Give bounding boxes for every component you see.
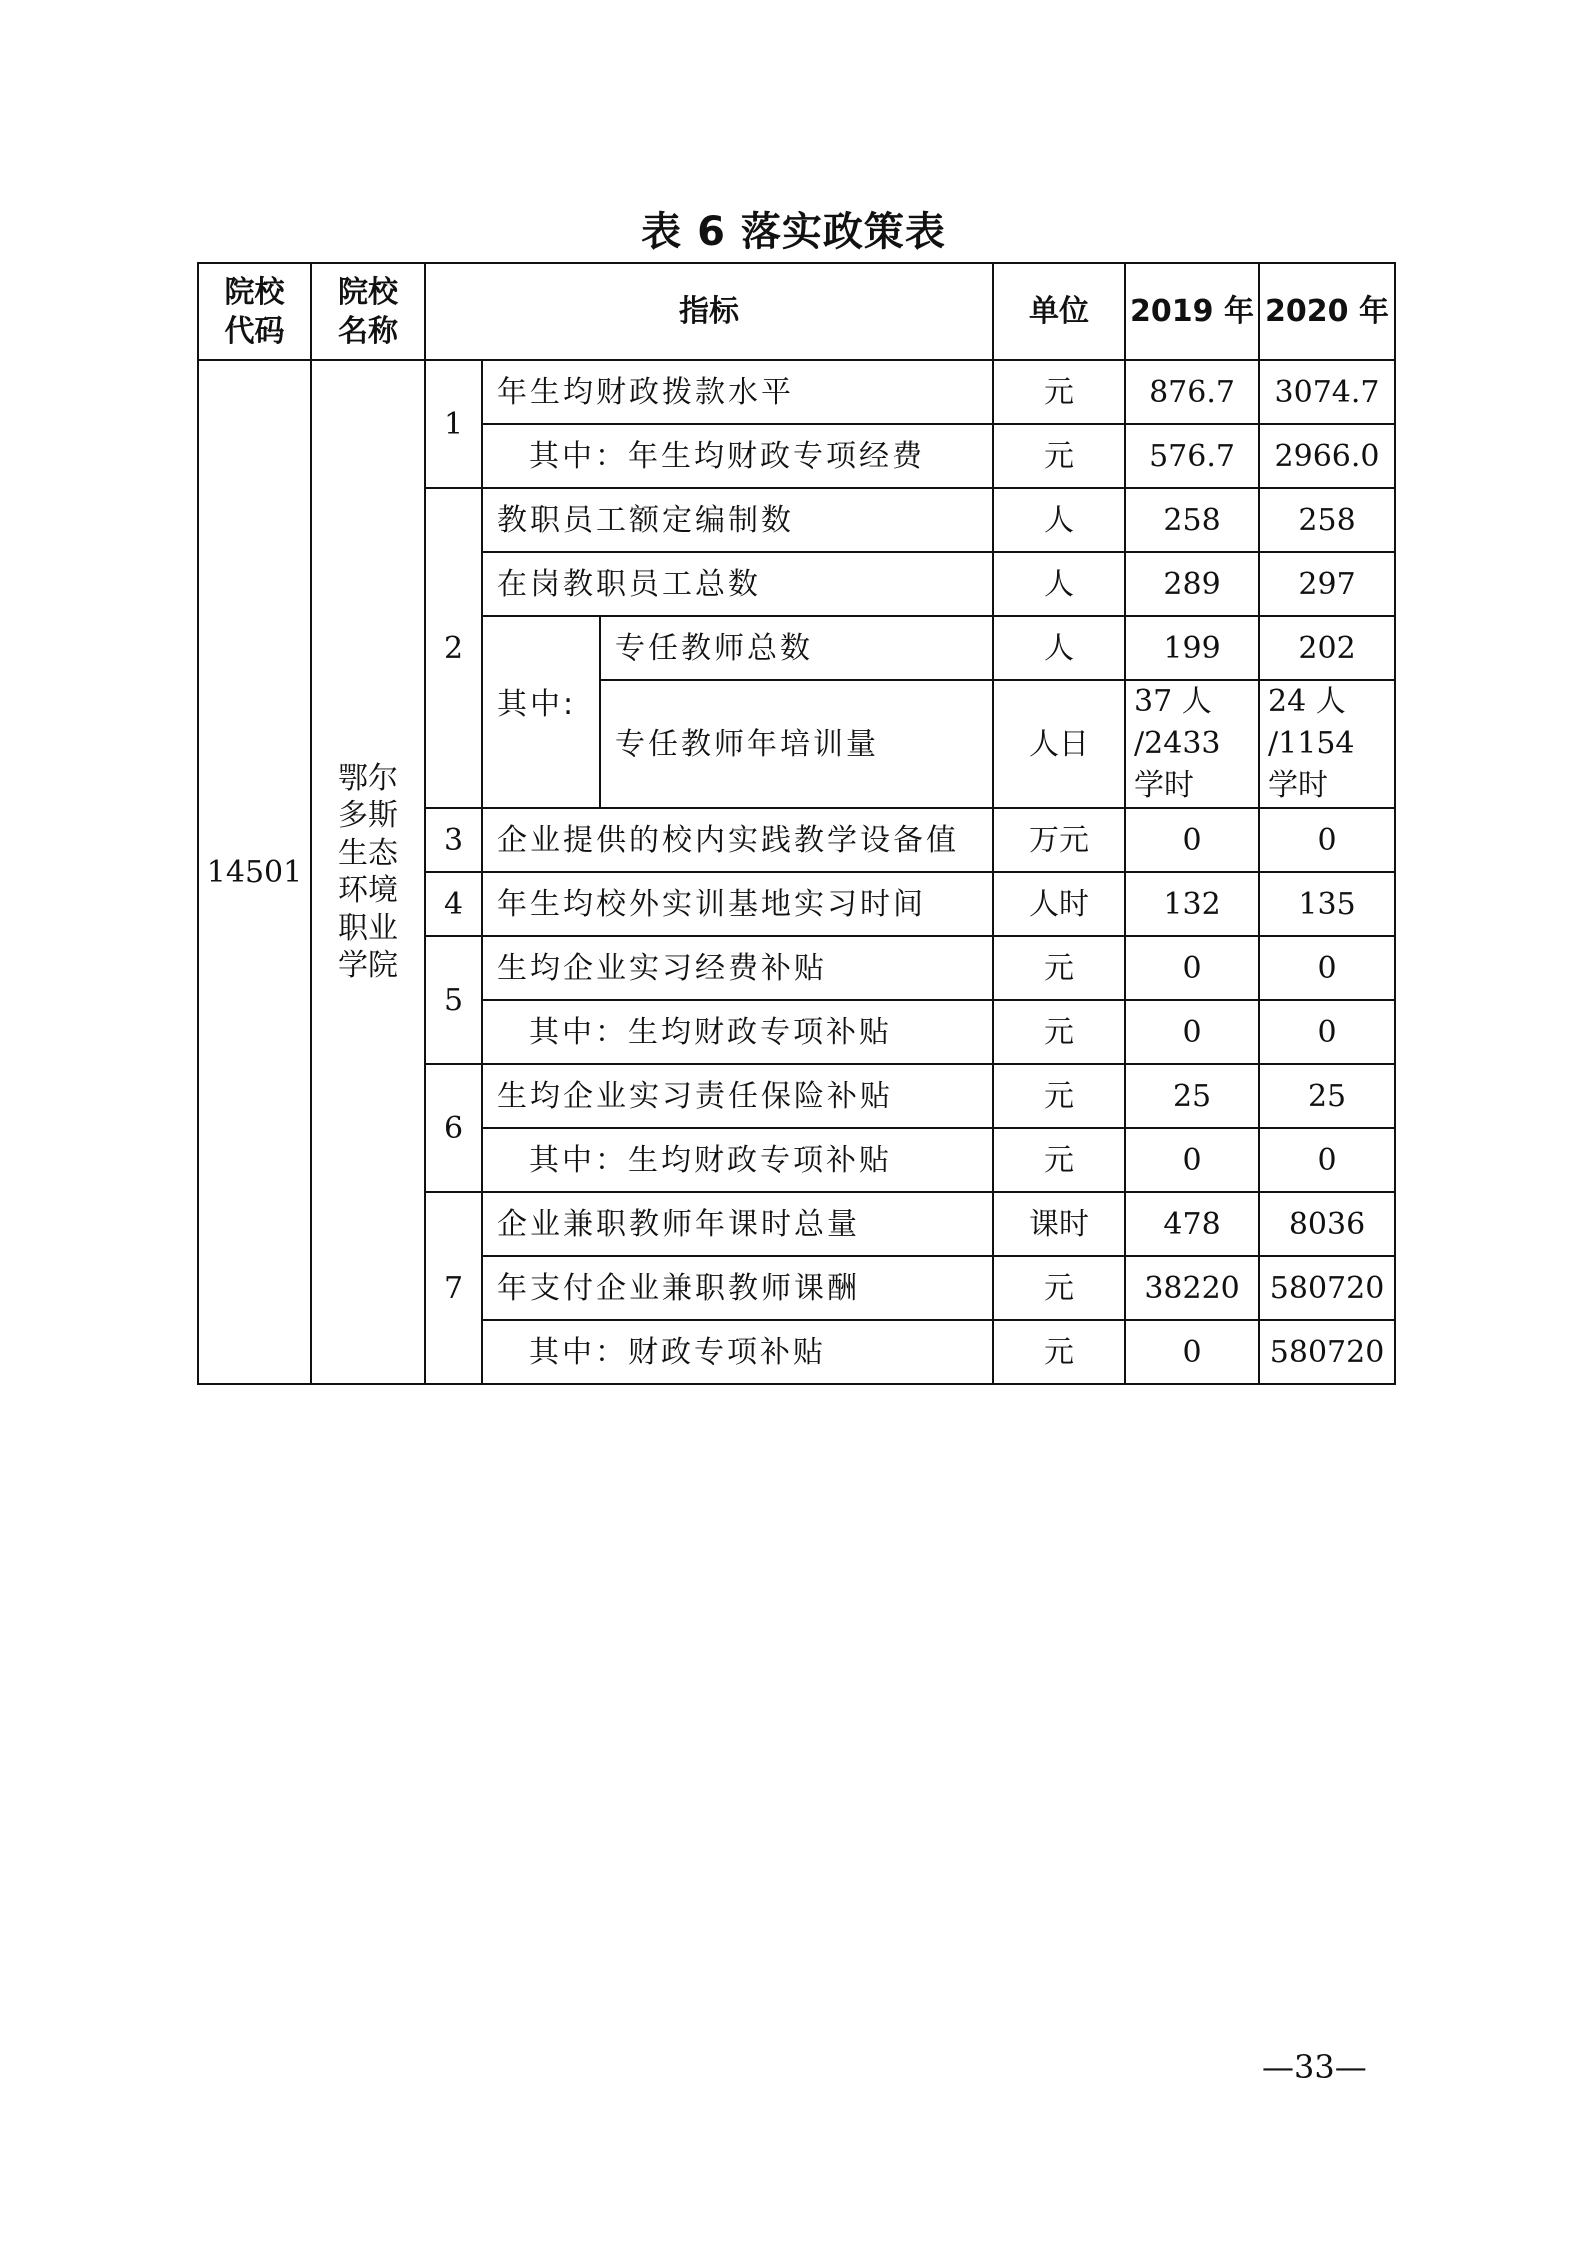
unit-cell: 人 — [993, 488, 1125, 552]
header-2020: 2020 年 — [1259, 263, 1395, 360]
unit-cell: 元 — [993, 1128, 1125, 1192]
indicator-label: 生均企业实习经费补贴 — [482, 936, 993, 1000]
value-2020: 24 人 /1154 学时 — [1259, 680, 1395, 808]
indicator-label: 其中：财政专项补贴 — [482, 1320, 993, 1384]
indicator-label: 其中：年生均财政专项经费 — [482, 424, 993, 488]
group-number: 2 — [425, 488, 482, 808]
indicator-label: 在岗教职员工总数 — [482, 552, 993, 616]
value-2020: 297 — [1259, 552, 1395, 616]
header-row — [198, 263, 1395, 360]
indicator-label: 年生均财政拨款水平 — [482, 360, 993, 424]
value-2020: 0 — [1259, 1128, 1395, 1192]
indicator-label: 其中：生均财政专项补贴 — [482, 1000, 993, 1064]
unit-cell: 元 — [993, 360, 1125, 424]
group-number: 3 — [425, 808, 482, 872]
value-2020: 0 — [1259, 808, 1395, 872]
header-school-code: 院校 代码 — [198, 263, 311, 360]
indicator-label: 年生均校外实训基地实习时间 — [482, 872, 993, 936]
group-number: 7 — [425, 1192, 482, 1384]
value-2019: 876.7 — [1125, 360, 1259, 424]
value-2020: 0 — [1259, 936, 1395, 1000]
value-2019: 0 — [1125, 1320, 1259, 1384]
header-2019: 2019 年 — [1125, 263, 1259, 360]
policy-table — [197, 262, 1396, 1385]
value-2019: 199 — [1125, 616, 1259, 680]
value-2019: 25 — [1125, 1064, 1259, 1128]
school-code: 14501 — [198, 360, 311, 1384]
unit-cell: 人日 — [993, 680, 1125, 808]
unit-cell: 元 — [993, 424, 1125, 488]
value-2019: 38220 — [1125, 1256, 1259, 1320]
value-2019: 576.7 — [1125, 424, 1259, 488]
value-2020: 8036 — [1259, 1192, 1395, 1256]
table-row — [198, 360, 1395, 424]
indicator-label: 生均企业实习责任保险补贴 — [482, 1064, 993, 1128]
indicator-label: 企业兼职教师年课时总量 — [482, 1192, 993, 1256]
indicator-label: 专任教师年培训量 — [600, 680, 993, 808]
value-2020: 135 — [1259, 872, 1395, 936]
unit-cell: 元 — [993, 936, 1125, 1000]
value-2020: 202 — [1259, 616, 1395, 680]
value-2019: 478 — [1125, 1192, 1259, 1256]
indicator-label: 教职员工额定编制数 — [482, 488, 993, 552]
table-title: 表 6 落实政策表 — [641, 209, 946, 255]
unit-cell: 元 — [993, 1064, 1125, 1128]
value-2019: 0 — [1125, 936, 1259, 1000]
group-number: 6 — [425, 1064, 482, 1192]
unit-cell: 人 — [993, 552, 1125, 616]
value-2020: 580720 — [1259, 1256, 1395, 1320]
value-2019: 0 — [1125, 1000, 1259, 1064]
group-number: 1 — [425, 360, 482, 488]
value-2020: 0 — [1259, 1000, 1395, 1064]
value-2020: 25 — [1259, 1064, 1395, 1128]
indicator-label: 专任教师总数 — [600, 616, 993, 680]
indicator-label: 企业提供的校内实践教学设备值 — [482, 808, 993, 872]
group-number: 4 — [425, 872, 482, 936]
value-2019: 0 — [1125, 1128, 1259, 1192]
header-school-name: 院校 名称 — [311, 263, 425, 360]
value-2020: 3074.7 — [1259, 360, 1395, 424]
unit-cell: 万元 — [993, 808, 1125, 872]
header-unit: 单位 — [993, 263, 1125, 360]
unit-cell: 元 — [993, 1320, 1125, 1384]
page-number: —33— — [1262, 2048, 1367, 2086]
value-2019: 289 — [1125, 552, 1259, 616]
qizhong-label: 其中: — [482, 616, 600, 808]
header-indicator: 指标 — [425, 263, 993, 360]
unit-cell: 课时 — [993, 1192, 1125, 1256]
value-2019: 132 — [1125, 872, 1259, 936]
value-2020: 2966.0 — [1259, 424, 1395, 488]
value-2020: 258 — [1259, 488, 1395, 552]
value-2020: 580720 — [1259, 1320, 1395, 1384]
value-2019: 0 — [1125, 808, 1259, 872]
value-2019: 258 — [1125, 488, 1259, 552]
unit-cell: 元 — [993, 1000, 1125, 1064]
unit-cell: 元 — [993, 1256, 1125, 1320]
unit-cell: 人时 — [993, 872, 1125, 936]
indicator-label: 其中：生均财政专项补贴 — [482, 1128, 993, 1192]
school-name: 鄂尔 多斯 生态 环境 职业 学院 — [311, 360, 425, 1384]
value-2019: 37 人 /2433 学时 — [1125, 680, 1259, 808]
group-number: 5 — [425, 936, 482, 1064]
unit-cell: 人 — [993, 616, 1125, 680]
indicator-label: 年支付企业兼职教师课酬 — [482, 1256, 993, 1320]
